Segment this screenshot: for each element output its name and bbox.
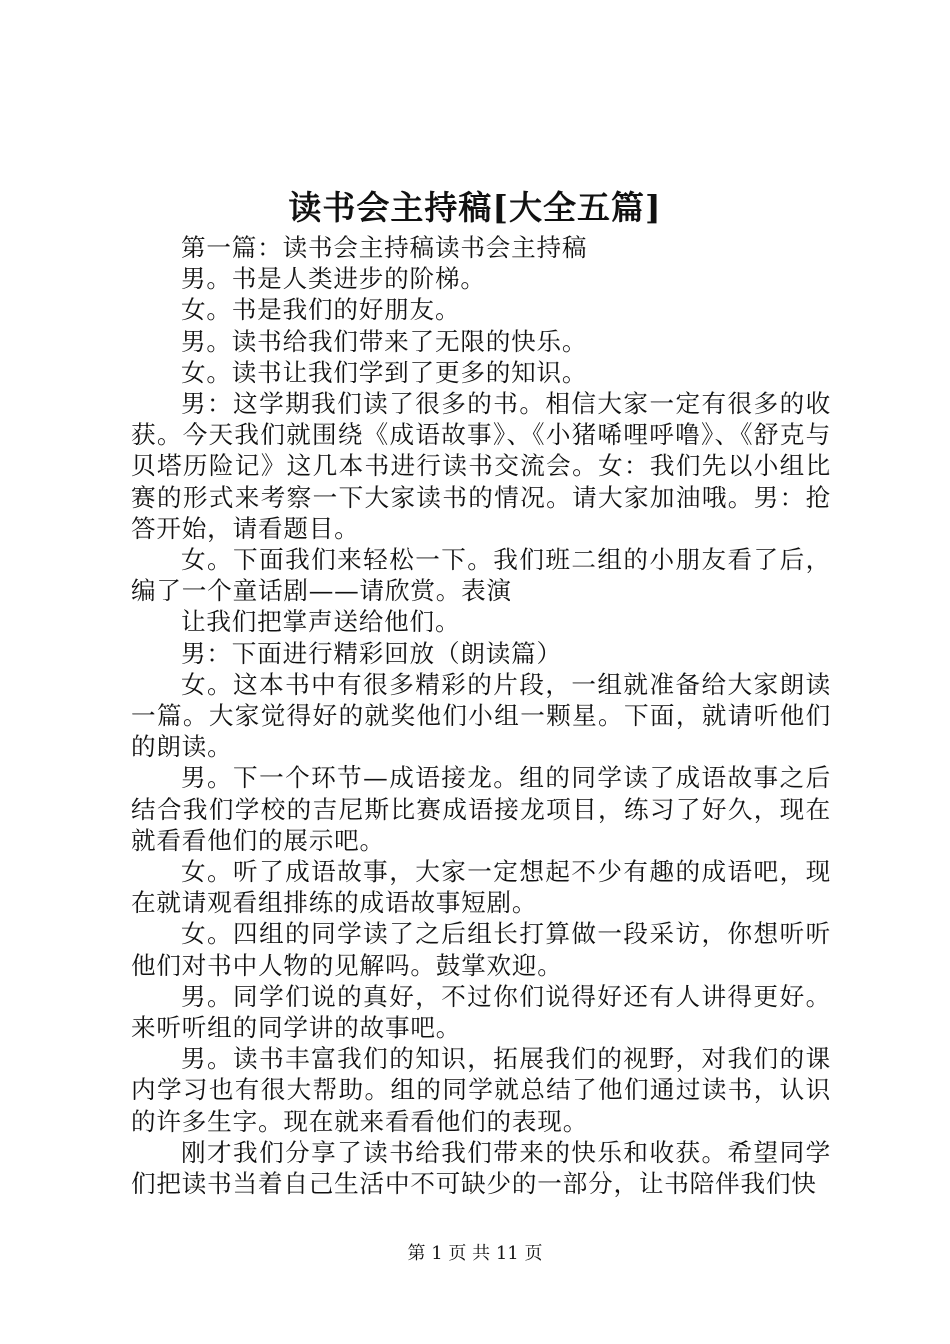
paragraph: 男。下一个环节—成语接龙。组的同学读了成语故事之后结合我们学校的吉尼斯比赛成语接龙项目，练习了好久，现在就看看他们的展示吧。	[131, 763, 831, 855]
paragraph: 女。四组的同学读了之后组长打算做一段采访，你想听听他们对书中人物的见解吗。鼓掌欢迎。	[131, 919, 831, 980]
paragraph: 女。听了成语故事，大家一定想起不少有趣的成语吧，现在就请观看组排练的成语故事短剧。	[131, 857, 831, 918]
paragraph: 女。书是我们的好朋友。	[181, 295, 461, 325]
paragraph: 第一篇：读书会主持稿读书会主持稿	[181, 233, 588, 262]
paragraph: 女。读书让我们学到了更多的知识。	[181, 357, 588, 387]
paragraph: 女。这本书中有很多精彩的片段，一组就准备给大家朗读一篇。大家觉得好的就奖他们小组一颗星。下面，就请听他们的朗读。	[131, 669, 831, 762]
page-number-footer: 第 1 页 共 11 页	[407, 1243, 543, 1264]
paragraph: 男：下面进行精彩回放（朗读篇）	[181, 638, 562, 668]
paragraph: 男：这学期我们读了很多的书。相信大家一定有很多的收获。今天我们就围绕《成语故事》、《小猪唏哩呼噜》、《舒克与贝塔历险记》这几本书进行读书交流会。女：我们先以小组比赛的形式来考察一下大家读书的情况。请大家加油哦。男：抢答开始，请看题目。	[131, 389, 831, 543]
paragraph: 男。读书丰富我们的知识，拓展我们的视野，对我们的课内学习也有很大帮助。组的同学就总结了他们通过读书，认识的许多生字。现在就来看看他们的表现。	[131, 1044, 831, 1136]
paragraph: 刚才我们分享了读书给我们带来的快乐和收获。希望同学们把读书当着自己生活中不可缺少的一部分，让书陪伴我们快	[131, 1137, 831, 1199]
document-title: 读书会主持稿[大全五篇]	[288, 188, 662, 227]
document-body	[131, 232, 831, 1199]
paragraph: 男。同学们说的真好，不过你们说得好还有人讲得更好。来听听组的同学讲的故事吧。	[131, 981, 831, 1043]
paragraph: 女。下面我们来轻松一下。我们班二组的小朋友看了后，编了一个童话剧——请欣赏。表演	[131, 545, 831, 606]
paragraph: 男。书是人类进步的阶梯。	[181, 264, 486, 294]
paragraph: 让我们把掌声送给他们。	[181, 607, 461, 637]
paragraph: 男。读书给我们带来了无限的快乐。	[181, 326, 588, 356]
